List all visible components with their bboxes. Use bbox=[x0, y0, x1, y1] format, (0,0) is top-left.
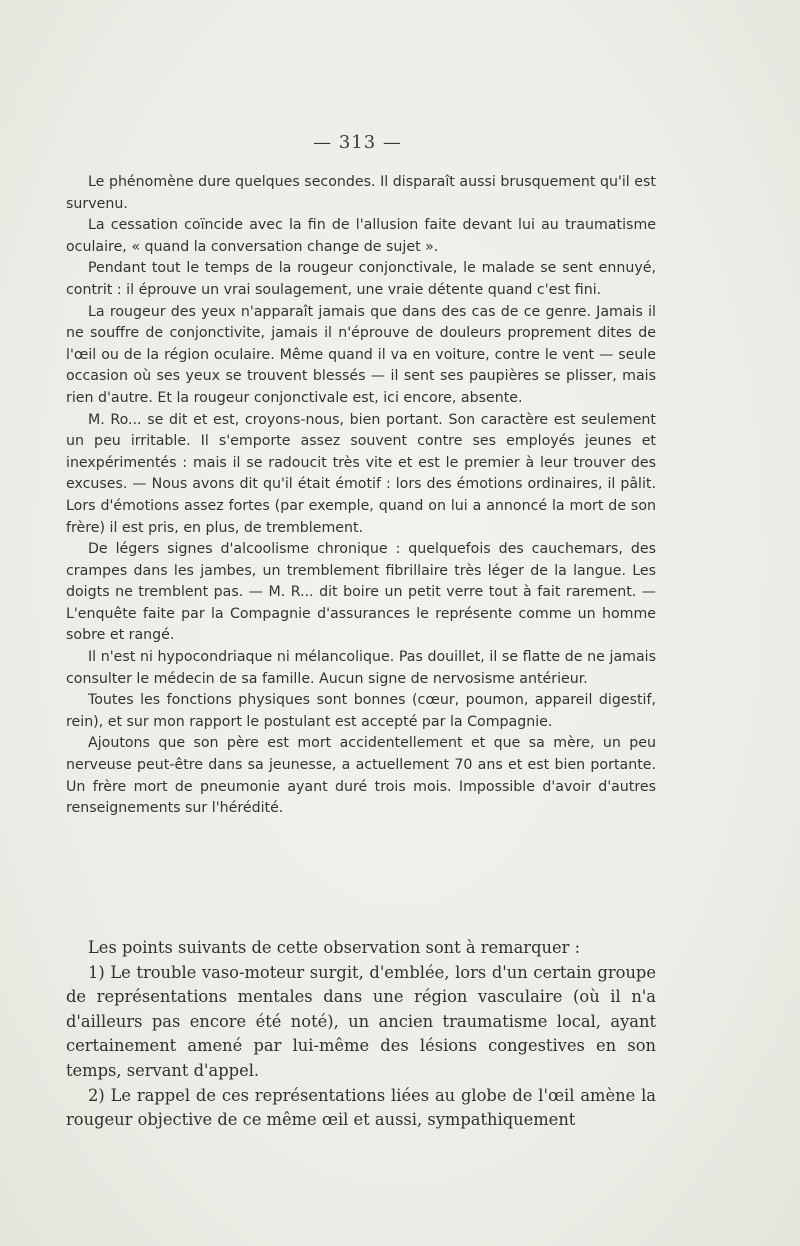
paragraph: La cessation coïncide avec la fin de l'allusion faite devant lui au traumatisme oculaire, « quand la conversation change de sujet ». bbox=[66, 217, 656, 255]
paragraph: M. Ro... se dit et est, croyons-nous, bien portant. Son caractère est seulement un peu irritable. Il s'emporte assez souvent contre ses employés jeunes et inexpérimentés : mais il se radoucit très vite et est le premier à leur trouver des excuses. — Nous avons dit qu'il était émotif : lors des émotions ordinaires, il pâlit. Lors d'émotions assez fortes (par exemple, quand on lui a annoncé la mort de son frère) il est pris, en plus, de tremblement. bbox=[66, 411, 656, 536]
paragraph: Toutes les fonctions physiques sont bonnes (cœur, poumon, appareil digestif, rein), et sur mon rapport le postulant est accepté par la Compagnie. bbox=[66, 692, 656, 730]
paragraph: Ajoutons que son père est mort accidentellement et que sa mère, un peu nerveuse peut-être dans sa jeunesse, a actuellement 70 ans et est bien portante. Un frère mort de pneumonie ayant duré trois mois. Impossible d'avoir d'autres renseignements sur l'hérédité. bbox=[66, 735, 656, 817]
paragraph: 2) Le rappel de ces représentations liées au globe de l'œil amène la rougeur objective de ce même œil et aussi, sympathiquement bbox=[66, 1085, 656, 1130]
page-number: — 313 — bbox=[313, 132, 402, 153]
paragraph: Pendant tout le temps de la rougeur conjonctivale, le malade se sent ennuyé, contrit : il éprouve un vrai soulagement, une vraie détente quand c'est fini. bbox=[66, 260, 656, 298]
observation-text bbox=[66, 172, 656, 820]
paragraph: 1) Le trouble vaso-moteur surgit, d'emblée, lors d'un certain groupe de représentations mentales dans une région vasculaire (où il n'a d'ailleurs pas encore été noté), un ancien traumatisme local, ayant certainement amené par lui-même des lésions congestives en son temps, servant d'appel. bbox=[66, 962, 656, 1080]
paragraph: Les points suivants de cette observation sont à remarquer : bbox=[88, 938, 581, 957]
remarks-text bbox=[66, 936, 656, 1133]
paragraph: De légers signes d'alcoolisme chronique : quelquefois des cauchemars, des crampes dans les jambes, un tremblement fibrillaire très léger de la langue. Les doigts ne tremblent pas. — M. R... dit boire un petit verre tout à fait rarement. — L'enquête faite par la Compagnie d'assurances le représente comme un homme sobre et rangé. bbox=[66, 541, 656, 644]
paragraph: Il n'est ni hypocondriaque ni mélancolique. Pas douillet, il se flatte de ne jamais consulter le médecin de sa famille. Aucun signe de nervosisme antérieur. bbox=[66, 649, 656, 687]
paragraph: Le phénomène dure quelques secondes. Il disparaît aussi brusquement qu'il est survenu. bbox=[66, 174, 656, 212]
paragraph: La rougeur des yeux n'apparaît jamais que dans des cas de ce genre. Jamais il ne souffre de conjonctivite, jamais il n'éprouve de douleurs proprement dites de l'œil ou de la région oculaire. Même quand il va en voiture, contre le vent — seule occasion où ses yeux se trouvent blessés — il sent ses paupières se plisser, mais rien d'autre. Et la rougeur conjonctivale est, ici encore, absente. bbox=[66, 303, 656, 406]
